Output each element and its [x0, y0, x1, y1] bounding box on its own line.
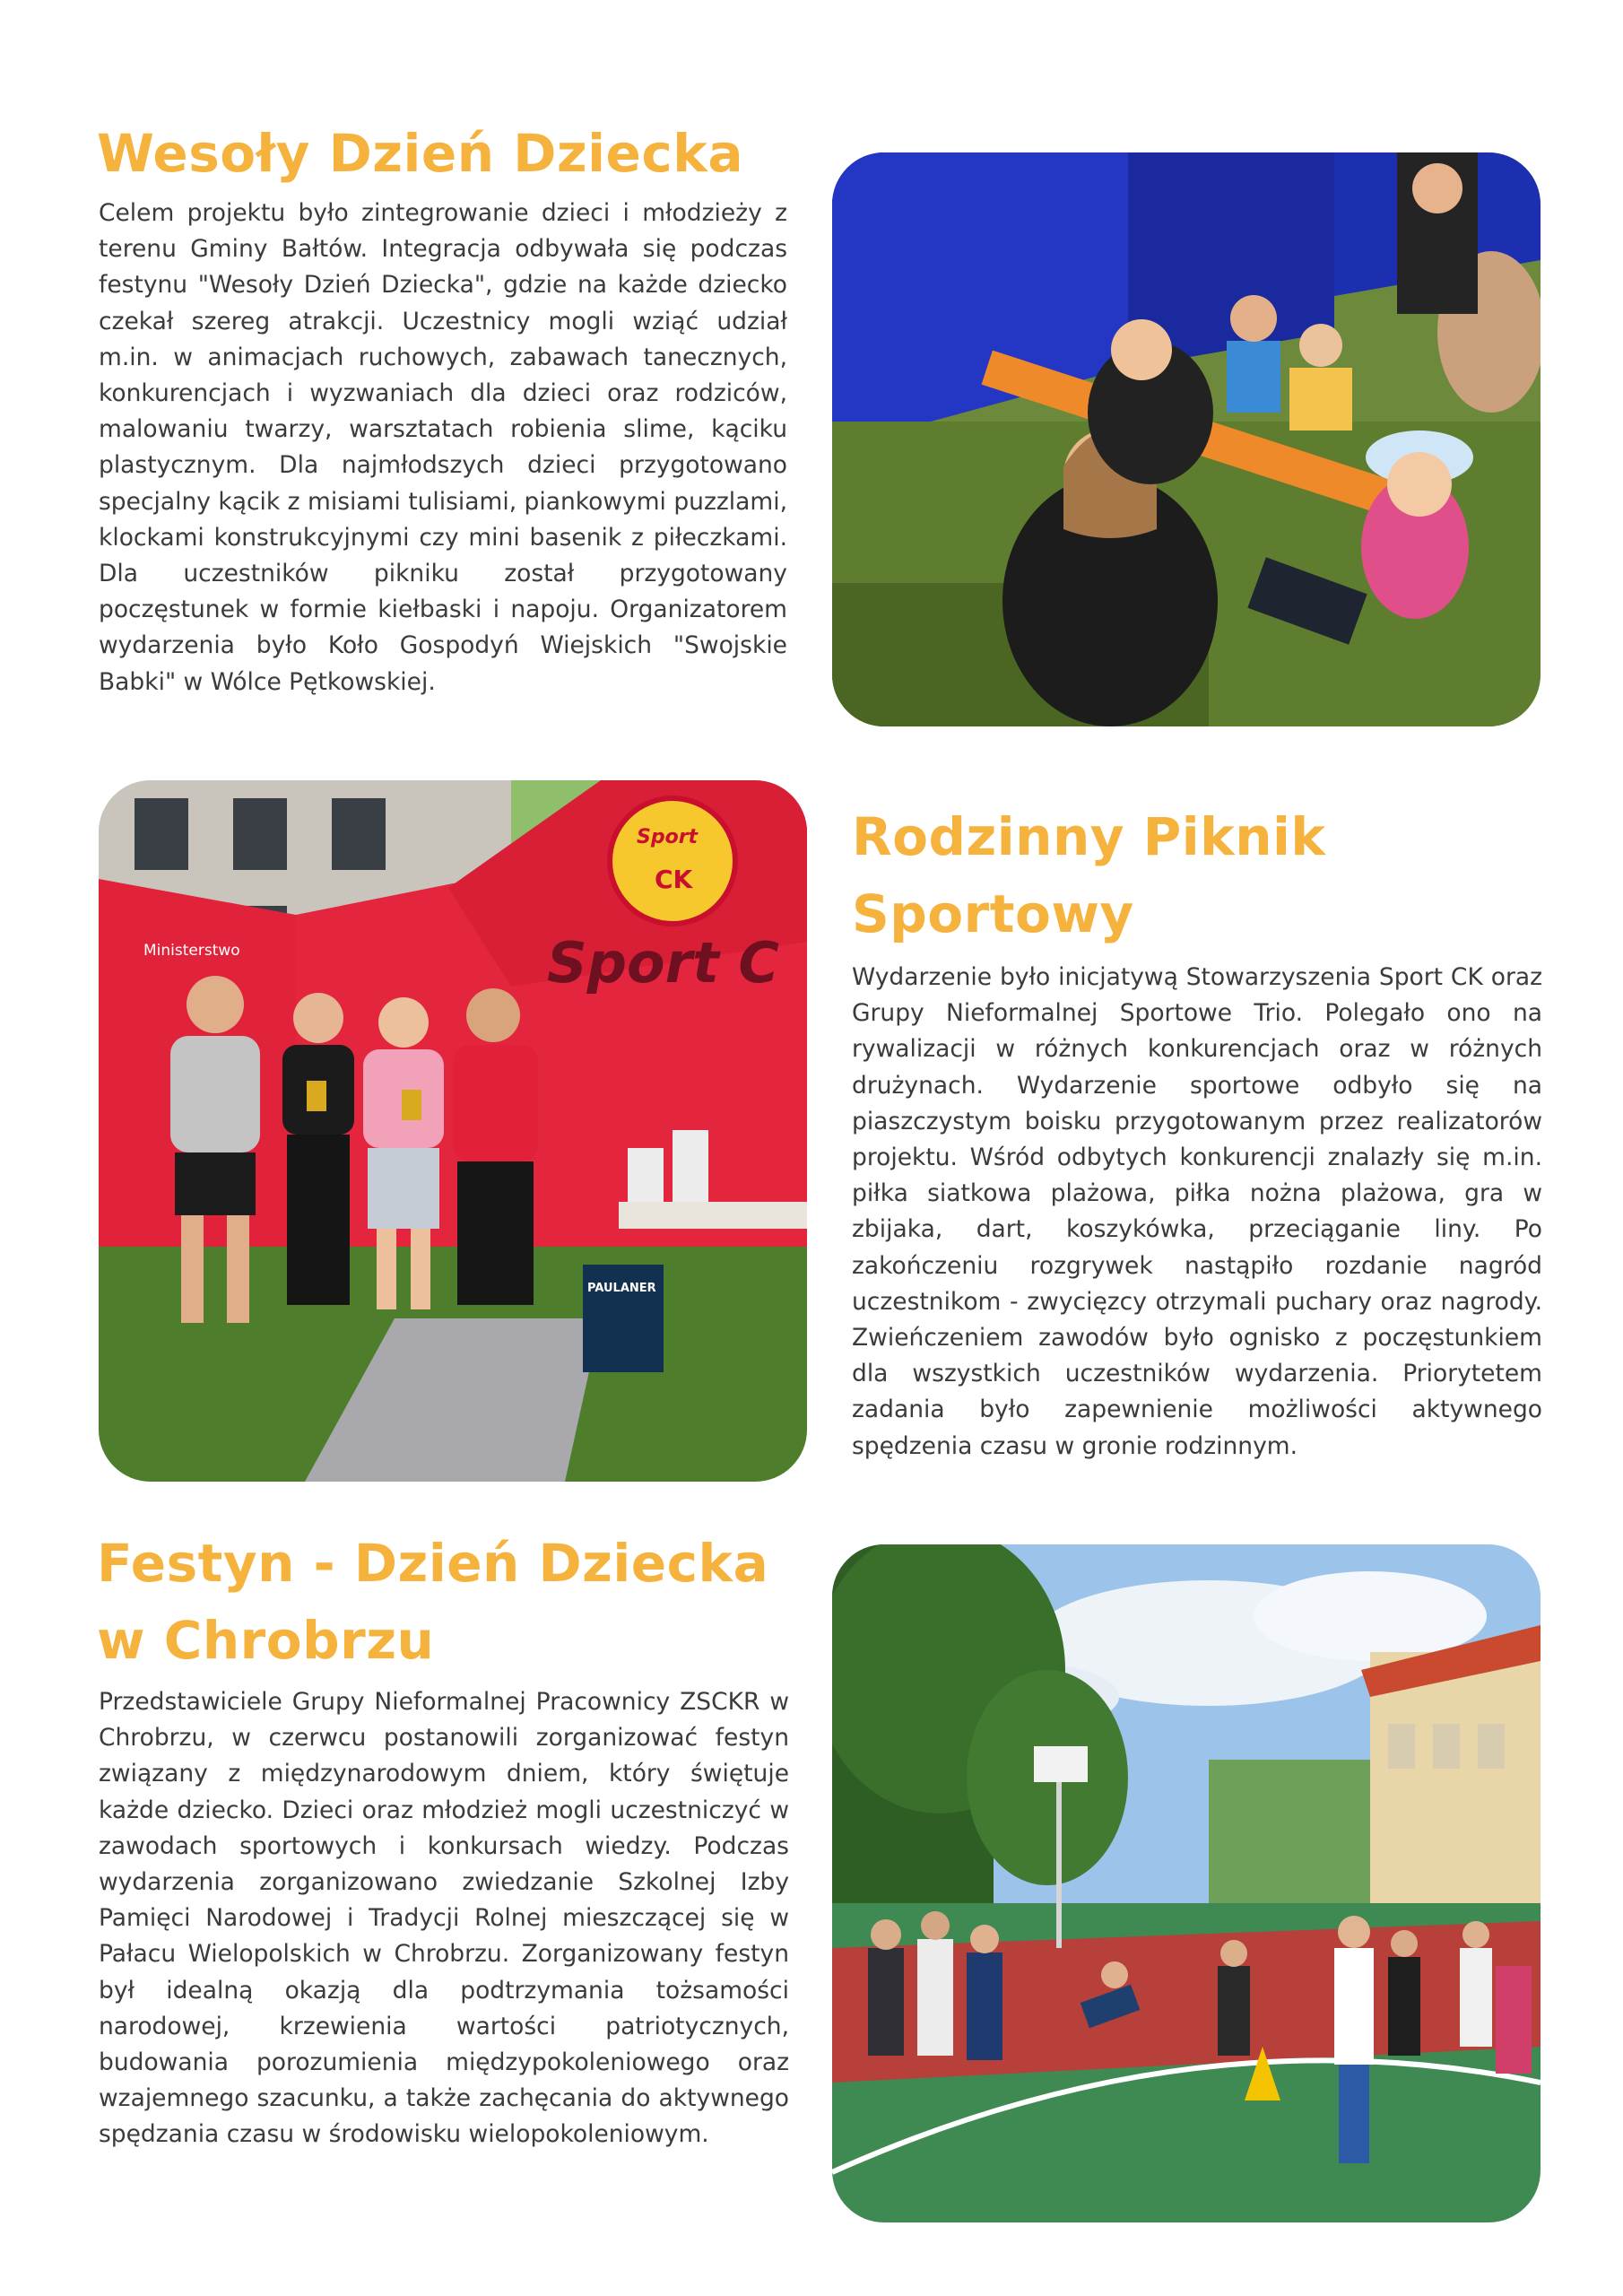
section-text-rodzinny-piknik: Wydarzenie było inicjatywą Stowarzyszenia Sport CK oraz Grupy Nieformalnej Sportowe Trio. Polegało ono na rywalizacji w różnych konkurencjach oraz w różnych drużynach. Wydarzenie sportowe odbyło się na piaszczystym boisku przygotowanym przez realizatorów projektu. Wśród odbytych konkurencji znalazły się m.in. piłka siatkowa plażowa, piłka nożna plażowa, gra w zbijaka, dart, koszykówka, przeciąganie liny. Po zakończeniu rozgrywek nastąpiło rozdanie nagród uczestnikom - zwycięzcy otrzymali puchary oraz nagrody. Zwieńczeniem zawodów było ognisko z poczęstunkiem dla wszystkich uczestników wydarzenia. Priorytetem zadania było zapewnienie możliwości aktywnego spędzenia czasu w gronie rodzinnym.	[852, 963, 1542, 1460]
section-title-rodzinny-piknik-line2: Sportowy	[852, 883, 1134, 944]
ministry-text: Ministerstwo	[143, 942, 240, 960]
tent-banner-text: Sport C	[547, 930, 779, 996]
photo-sport-ck-podium	[99, 780, 807, 1482]
section-text-wesoly-dzien-dziecka: Celem projektu było zintegrowanie dzieci i młodzieży z terenu Gminy Bałtów. Integracja odbywała się podczas festynu "Wesoły Dzień Dziecka", gdzie na każde dziecko czekał szereg atrakcji. Uczestnicy mogli wziąć udział m.in. w animacjach ruchowych, zabawach tanecznych, konkurencjach i wyzwaniach dla dzieci oraz rodziców, malowaniu twarzy, warsztatach robienia slime, kąciku plastycznym. Dla najmłodszych dzieci przygotowano specjalny kącik z misiami tulisiami, piankowymi puzzlami, klockami konstrukcyjnymi czy mini basenik z piłeczkami. Dla uczestników pikniku został przygotowany poczęstunek w formie kiełbaski i napoju. Organizatorem wydarzenia było Koło Gospodyń Wiejskich "Swojskie Babki" w Wólce Pętkowskiej.	[99, 199, 787, 696]
section-title-festyn-line1: Festyn - Dzień Dziecka	[97, 1533, 769, 1594]
section-title-rodzinny-piknik-line1: Rodzinny Piknik	[852, 806, 1326, 867]
logo-text-sport: Sport	[637, 826, 699, 848]
section-title-festyn-line2: w Chrobrzu	[97, 1610, 435, 1671]
section-text-festyn: Przedstawiciele Grupy Nieformalnej Pracownicy ZSCKR w Chrobrzu, w czerwcu postanowili zorganizować festyn związany z międzynarodowym dniem, który świętuje każde dziecko. Dzieci oraz młodzież mogli uczestniczyć w zawodach sportowych i konkursach wiedzy. Podczas wydarzenia zorganizowano zwiedzanie Szkolnej Izby Pamięci Narodowej i Tradycji Rolnej mieszczącej się w Pałacu Wielopolskich w Chrobrzu. Zorganizowany festyn był idealną okazją dla podtrzymania tożsamości narodowej, krzewienia wartości patriotycznych, budowania porozumienia międzypokoleniowego oraz wzajemnego szacunku, a także zachęcania do aktywnego spędzania czasu w środowisku wielopokoleniowym.	[99, 1688, 789, 2149]
photo-sports-field	[832, 1544, 1541, 2222]
section-title-wesoly-dzien-dziecka: Wesoły Dzień Dziecka	[97, 123, 743, 184]
photo-children-tent	[832, 152, 1541, 726]
beer-label: PAULANER	[587, 1282, 656, 1295]
logo-text-ck: CK	[655, 865, 693, 894]
